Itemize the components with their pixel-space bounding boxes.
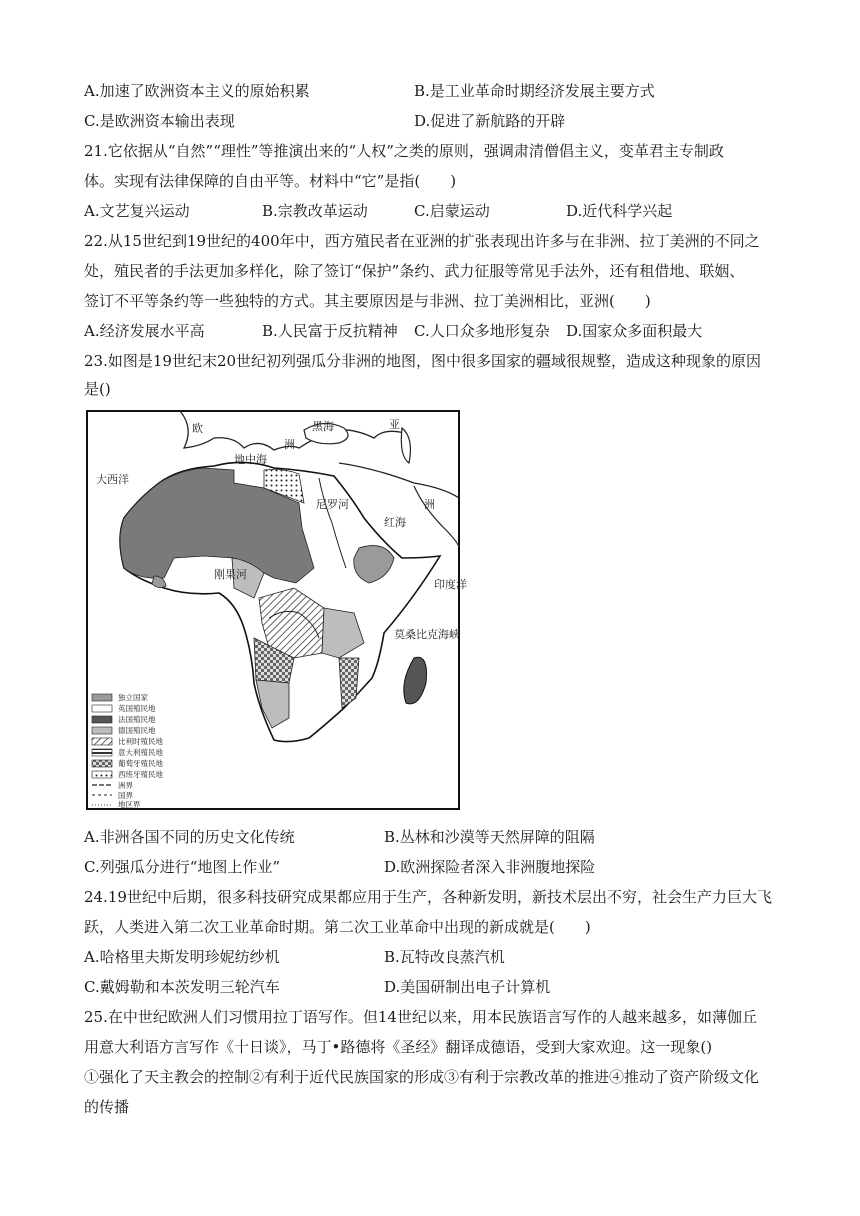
map-label-atlantic: 大西洋 [96, 473, 129, 486]
q21-option-a: A.文艺复兴运动 [84, 202, 190, 220]
map-label-asia: 亚 [389, 418, 400, 431]
q22-stem-line2: 处，殖民者的手法更加多样化，除了签订“保护”条约、武力征服等常见手法外，还有租借地、联姻、 [84, 262, 745, 280]
q23-option-a: A.非洲各国不同的历史文化传统 [84, 828, 295, 846]
map-label-zhou: 洲 [284, 438, 295, 451]
q22-option-a: A.经济发展水平高 [84, 322, 205, 340]
legend-continent-border: 洲界 [118, 781, 133, 790]
legend-belgian: 比利时殖民地 [118, 737, 163, 746]
map-label-black-sea: 黑海 [312, 420, 334, 433]
q22-option-c: C.人口众多地形复杂 [414, 322, 550, 340]
legend-french: 法国殖民地 [118, 715, 156, 724]
q23-stem-line2: 是() [84, 380, 111, 398]
q20-option-d: D.促进了新航路的开辟 [414, 112, 566, 130]
map-label-nile: 尼罗河 [316, 498, 349, 511]
map-label-europe: 欧 [192, 422, 203, 435]
q25-stem-line1: 25.在中世纪欧洲人们习惯用拉丁语写作。但14世纪以来，用本民族语言写作的人越来越多，如薄伽丘 [84, 1008, 757, 1026]
map-label-mozambique: 莫桑比克海峡 [394, 628, 460, 641]
q23-option-b: B.丛林和沙漠等天然屏障的阻隔 [384, 828, 595, 846]
q20-option-c: C.是欧洲资本输出表现 [84, 112, 235, 130]
q20-option-a: A.加速了欧洲资本主义的原始积累 [84, 82, 310, 100]
q21-stem-line2: 体。实现有法律保障的自由平等。材料中“它”是指( ) [84, 172, 457, 190]
q21-stem-line1: 21.它依据从“自然”“理性”等推演出来的“人权”之类的原则，强调肃清僧倡主义，变革君主专制政 [84, 142, 724, 160]
q25-stem-line2: 用意大利语方言写作《十日谈》，马丁•路德将《圣经》翻译成德语，受到大家欢迎。这一现象() [84, 1038, 713, 1056]
legend-independent: 独立国家 [118, 693, 148, 702]
q24-stem-line1: 24.19世纪中后期，很多科技研究成果都应用于生产，各种新发明，新技术层出不穷，社会生产力巨大飞 [84, 888, 772, 906]
q22-stem-line1: 22.从15世纪到19世纪的400年中，西方殖民者在亚洲的扩张表现出许多与在非洲、拉丁美洲的不同之 [84, 232, 760, 250]
africa-partition-map [84, 408, 467, 812]
map-label-mediterranean: 地中海 [234, 453, 267, 466]
q22-stem-line3: 签订不平等条约等一些独特的方式。其主要原因是与非洲、拉丁美洲相比，亚洲( ) [84, 292, 651, 310]
q25-stem-line3: ①强化了天主教会的控制②有利于近代民族国家的形成③有利于宗教改革的推进④推动了资产阶级文化 [84, 1068, 760, 1086]
q22-option-b: B.人民富于反抗精神 [262, 322, 398, 340]
legend-portuguese: 葡萄牙殖民地 [118, 759, 163, 768]
q20-option-b: B.是工业革命时期经济发展主要方式 [414, 82, 655, 100]
q25-stem-line4: 的传播 [84, 1098, 130, 1116]
legend-country-border: 国界 [118, 791, 133, 800]
q21-option-b: B.宗教改革运动 [262, 202, 368, 220]
map-label-indian-ocean: 印度洋 [434, 578, 467, 591]
q21-option-d: D.近代科学兴起 [566, 202, 673, 220]
q24-option-a: A.哈格里夫斯发明珍妮纺纱机 [84, 948, 280, 966]
legend-spanish: 西班牙殖民地 [118, 770, 163, 779]
q22-option-d: D.国家众多面积最大 [566, 322, 703, 340]
q23-option-c: C.列强瓜分进行“地图上作业” [84, 858, 281, 876]
legend-british: 英国殖民地 [118, 704, 156, 713]
q23-option-d: D.欧洲探险者深入非洲腹地探险 [384, 858, 596, 876]
q24-option-b: B.瓦特改良蒸汽机 [384, 948, 505, 966]
map-label-red-sea: 红海 [384, 516, 406, 529]
q24-option-d: D.美国研制出电子计算机 [384, 978, 551, 996]
q24-option-c: C.戴姆勒和本茨发明三轮汽车 [84, 978, 280, 996]
legend-italian: 意大利殖民地 [118, 748, 163, 757]
map-label-congo: 刚果河 [214, 568, 247, 581]
legend-region-border: 地区界 [118, 800, 141, 809]
q24-stem-line2: 跃，人类进入第二次工业革命时期。第二次工业革命中出现的新成就是( ) [84, 918, 591, 936]
map-label-asia-zhou: 洲 [424, 498, 435, 511]
q23-stem-line1: 23.如图是19世纪末20世纪初列强瓜分非洲的地图，图中很多国家的疆域很规整，造成这种现象的原因 [84, 352, 762, 370]
q21-option-c: C.启蒙运动 [414, 202, 490, 220]
legend-german: 德国殖民地 [118, 726, 156, 735]
